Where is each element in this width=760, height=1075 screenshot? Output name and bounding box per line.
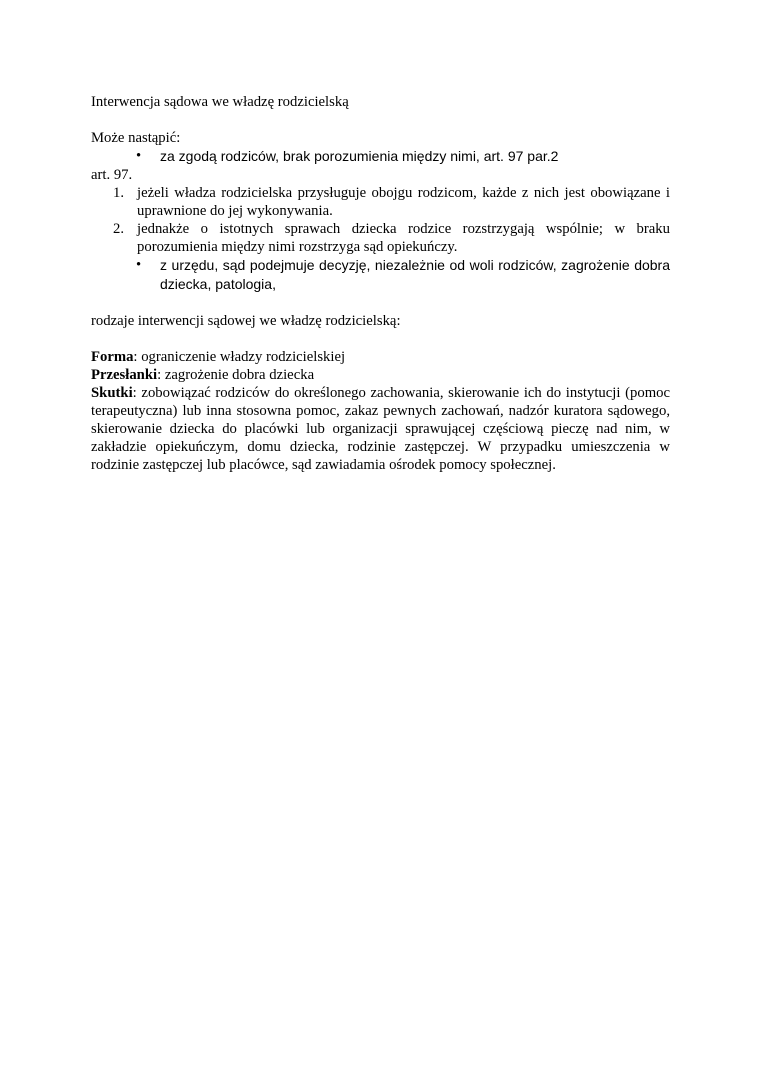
blank-line [91,330,670,348]
may-occur-label: Może nastąpić: [91,130,181,146]
effects-value: zobowiązać rodziców do określonego zachowania, skierowanie ich do instytucji (pomoc terapeutyczna) lub inna stosowna pomoc, zakaz pewnych zachowań, nadzór kuratora sądowego, skierowanie dziecka do placówki lub organizacji sprawującej częściową pieczę nad nim, w zakładzie opiekuńczym, domu dziecka, rodzinie zastępczej. W przypadku umieszczenia w rodzinie zastępczej lub placówce, sąd zawiadamia ośrodek pomocy społecznej. [91,385,670,473]
article-numbered-list [91,184,670,256]
form-value: ograniczenie władzy rodzicielskiej [137,349,346,365]
list-item [91,184,670,220]
blank-line [91,111,670,129]
blank-line [91,294,670,312]
document-title: Interwencja sądowa we władzę rodzicielską [91,94,349,110]
bullet-ex-officio [91,256,670,294]
premises-value: zagrożenie dobra dziecka [161,367,315,383]
premises-label: Przesłanki [91,367,158,383]
form-label: Forma [91,349,134,365]
list-item [91,220,670,256]
form-separator: : [133,349,138,365]
premises-separator: : [157,367,162,383]
article-ref: art. 97. [91,167,133,183]
bullet-dot-icon: • [136,257,142,273]
document-page [91,93,670,474]
list-item-number: 2. [113,221,125,237]
form-paragraph [91,348,670,366]
list-item-text: jeżeli władza rodzicielska przysługuje obojgu rodzicom, każde z nich jest obowiązane i uprawnione do jej wykonywania. [137,185,670,219]
bullet-dot-icon: • [136,148,142,164]
list-item-number: 1. [113,185,125,201]
effects-separator: : [132,385,137,401]
premises-paragraph [91,366,670,384]
effects-label: Skutki [91,385,133,401]
bullet-consent [91,147,670,166]
list-item-text: jednakże o istotnych sprawach dziecka rodzice rozstrzygają wspólnie; w braku porozumienia między nimi rozstrzyga sąd opiekuńczy. [137,221,670,255]
bullet-ex-officio-text: z urzędu, sąd podejmuje decyzję, niezależnie od woli rodziców, zagrożenie dobra dziecka, patologia, [160,257,670,292]
effects-paragraph [91,384,670,474]
bullet-consent-text: za zgodą rodziców, brak porozumienia między nimi, art. 97 par.2 [160,148,559,164]
types-heading: rodzaje interwencji sądowej we władzę rodzicielską: [91,313,401,329]
